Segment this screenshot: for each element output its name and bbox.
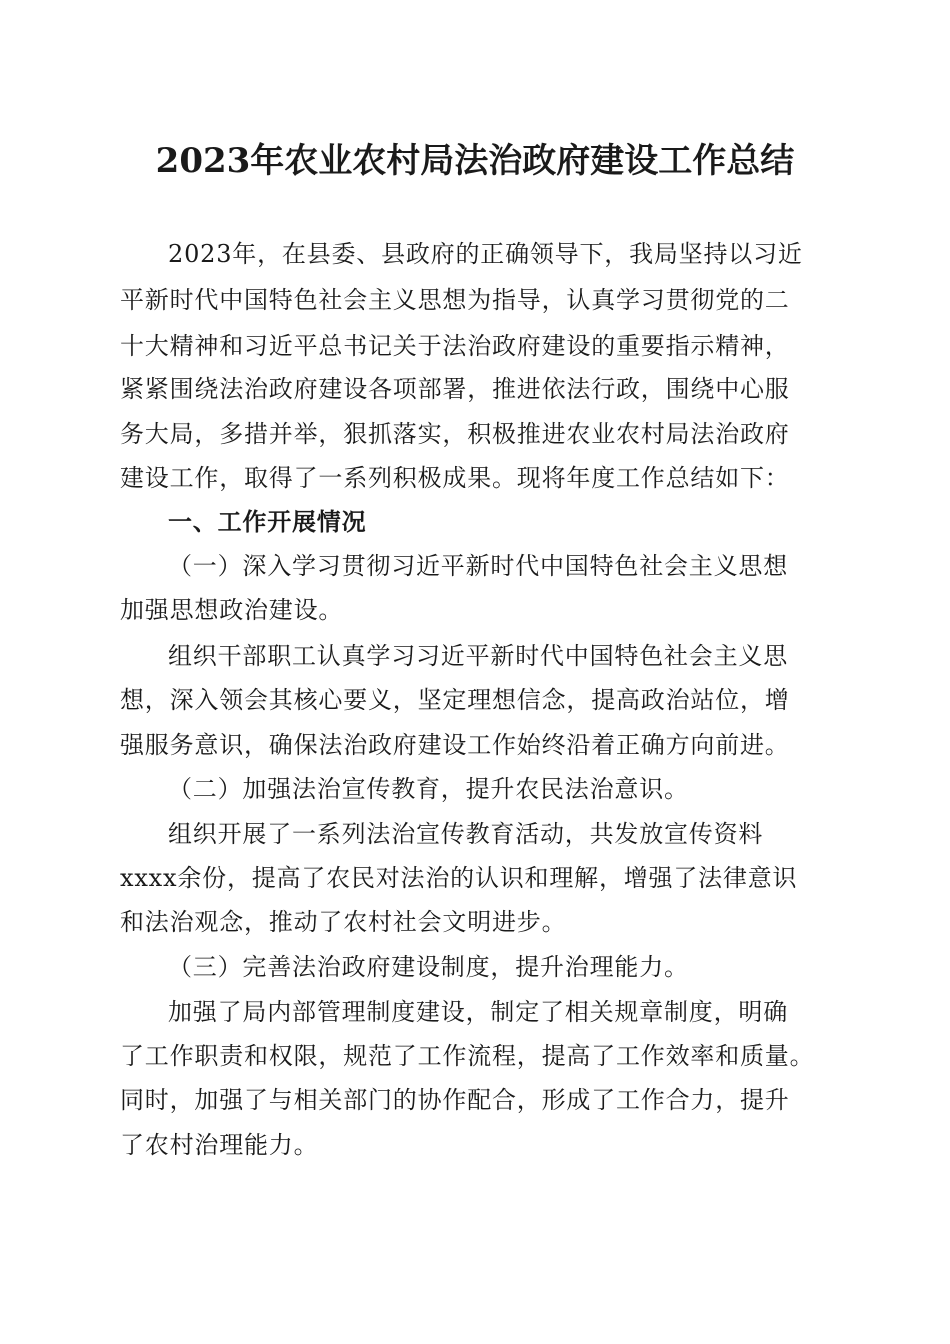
para-1-line-2: 想，深入领会其核心要义，坚定理想信念，提高政治站位，增: [120, 686, 790, 714]
para-3-line-3: 同时，加强了与相关部门的协作配合，形成了工作合力，提升: [120, 1086, 790, 1114]
para-2-line-3: 和法治观念，推动了农村社会文明进步。: [120, 908, 567, 936]
para-1-line-3: 强服务意识，确保法治政府建设工作始终沿着正确方向前进。: [120, 731, 790, 759]
subheading-1-line-1: （一）深入学习贯彻习近平新时代中国特色社会主义思想: [168, 552, 788, 580]
intro-line-5: 务大局，多措并举，狠抓落实，积极推进农业农村局法治政府: [120, 420, 790, 448]
para-3-line-4: 了农村治理能力。: [120, 1131, 319, 1159]
intro-line-2: 平新时代中国特色社会主义思想为指导，认真学习贯彻党的二: [120, 286, 790, 314]
para-2-line-1: 组织开展了一系列法治宣传教育活动，共发放宣传资料: [168, 820, 764, 848]
subheading-1-line-2: 加强思想政治建设。: [120, 596, 344, 624]
intro-line-4: 紧紧围绕法治政府建设各项部署，推进依法行政，围绕中心服: [120, 375, 790, 403]
section-heading-1: 一、工作开展情况: [168, 508, 367, 536]
intro-line-3: 十大精神和习近平总书记关于法治政府建设的重要指示精神，: [120, 332, 790, 360]
para-1-line-1: 组织干部职工认真学习习近平新时代中国特色社会主义思: [168, 642, 788, 670]
document-title: 2023年农业农村局法治政府建设工作总结: [155, 141, 795, 181]
para-3-line-1: 加强了局内部管理制度建设，制定了相关规章制度，明确: [168, 998, 788, 1026]
subheading-3: （三）完善法治政府建设制度，提升治理能力。: [168, 953, 689, 981]
intro-line-1: 2023年，在县委、县政府的正确领导下，我局坚持以习近: [168, 240, 803, 268]
para-2-line-2: xxxx余份，提高了农民对法治的认识和理解，增强了法律意识: [120, 864, 798, 892]
para-3-line-2: 了工作职责和权限，规范了工作流程，提高了工作效率和质量。: [120, 1042, 815, 1070]
subheading-2: （二）加强法治宣传教育，提升农民法治意识。: [168, 775, 689, 803]
intro-line-6: 建设工作，取得了一系列积极成果。现将年度工作总结如下：: [120, 464, 790, 492]
